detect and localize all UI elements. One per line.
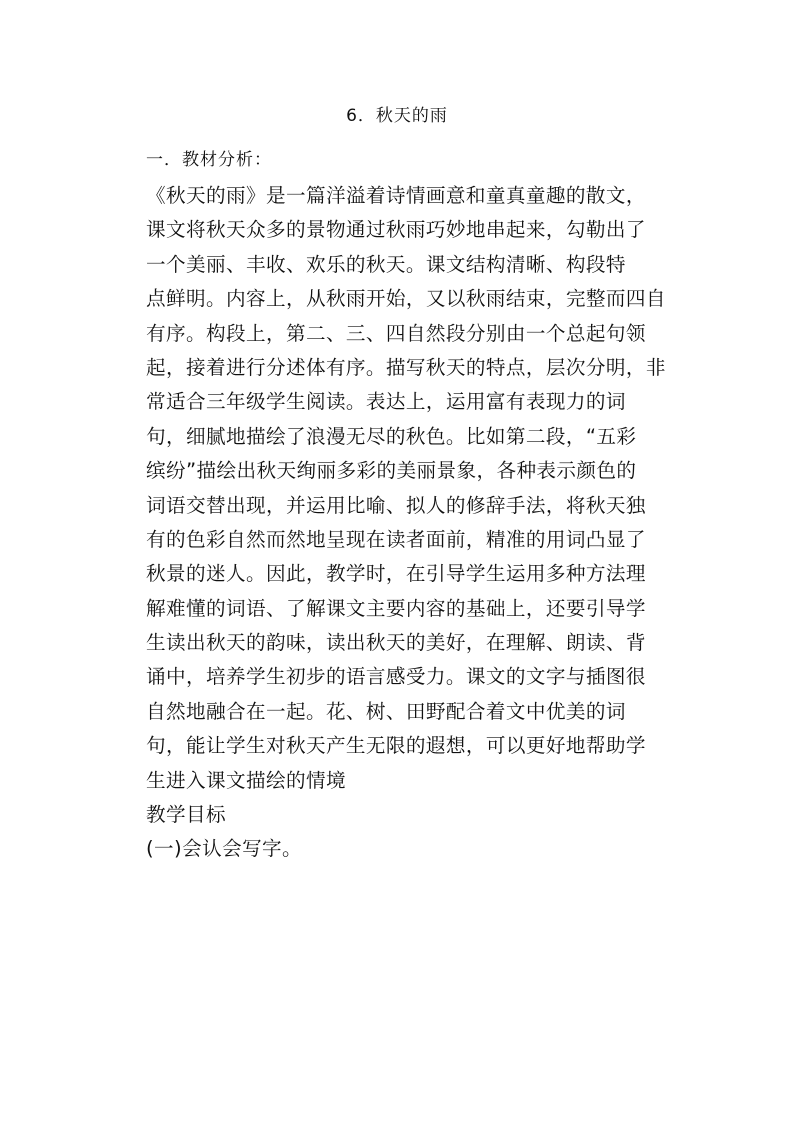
paragraph-line: 诵中，培养学生初步的语言感受力。课文的文字与插图很 bbox=[146, 665, 646, 689]
paragraph-line: 有的色彩自然而然地呈现在读者面前，精准的用词凸显了 bbox=[146, 527, 646, 551]
paragraph-line: 秋景的迷人。因此，教学时，在引导学生运用多种方法理 bbox=[146, 562, 646, 586]
paragraph-line: 《秋天的雨》是一篇洋溢着诗情画意和童真童趣的散文， bbox=[146, 184, 646, 207]
paragraph-line: 句，细腻地描绘了浪漫无尽的秋色。比如第二段，“五彩 bbox=[146, 424, 637, 448]
paragraph-line: 生进入课文描绘的情境 bbox=[146, 768, 346, 792]
paragraph-line: 课文将秋天众多的景物通过秋雨巧妙地串起来，勾勒出了 bbox=[146, 218, 646, 242]
objective-item: (一)会认会写字。 bbox=[146, 837, 303, 861]
paragraph-line: 句，能让学生对秋天产生无限的遐想，可以更好地帮助学 bbox=[146, 734, 646, 758]
paragraph-line: 自然地融合在一起。花、树、田野配合着文中优美的词 bbox=[146, 699, 626, 723]
paragraph-line: 一个美丽、丰收、欢乐的秋天。课文结构清晰、构段特 bbox=[146, 252, 626, 276]
paragraph-line: 缤纷”描绘出秋天绚丽多彩的美丽景象，各种表示颜色的 bbox=[146, 459, 637, 483]
paragraph-line: 词语交替出现，并运用比喻、拟人的修辞手法，将秋天独 bbox=[146, 493, 646, 517]
objectives-heading: 教学目标 bbox=[146, 803, 226, 827]
section-heading: 一．教材分析： bbox=[146, 150, 272, 170]
paragraph-line: 有序。构段上，第二、三、四自然段分别由一个总起句领 bbox=[146, 321, 646, 345]
page-title: 6．秋天的雨 bbox=[346, 106, 448, 126]
paragraph-line: 起，接着进行分述体有序。描写秋天的特点，层次分明，非 bbox=[146, 355, 666, 379]
paragraph-line: 常适合三年级学生阅读。表达上，运用富有表现力的词 bbox=[146, 390, 626, 414]
analysis-paragraph bbox=[146, 179, 666, 867]
paragraph-line: 解难懂的词语、了解课文主要内容的基础上，还要引导学 bbox=[146, 596, 646, 620]
paragraph-line: 点鲜明。内容上，从秋雨开始，又以秋雨结束，完整而四自 bbox=[146, 287, 666, 311]
paragraph-line: 生读出秋天的韵味，读出秋天的美好，在理解、朗读、背 bbox=[146, 631, 646, 655]
